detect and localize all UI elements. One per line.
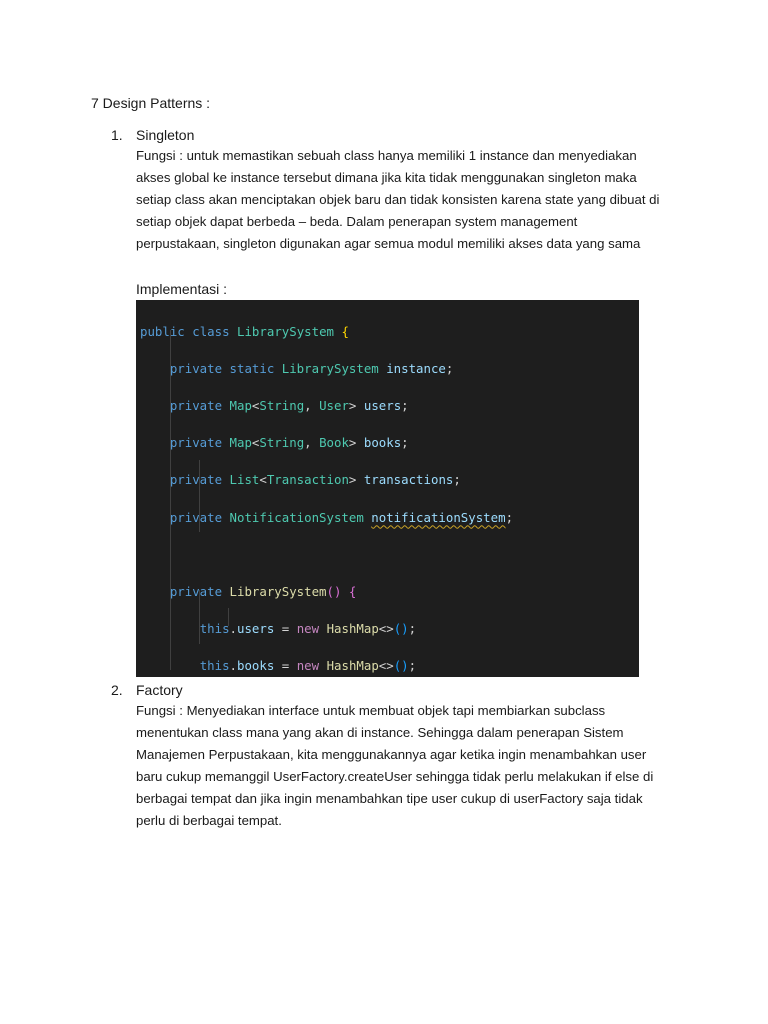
code-line bbox=[140, 546, 639, 565]
description-line: perpustakaan, singleton digunakan agar semua modul memiliki akses data yang sama bbox=[136, 236, 641, 251]
code-lines bbox=[140, 304, 639, 677]
page-heading: 7 Design Patterns : bbox=[91, 95, 211, 111]
code-line: private Map<String, Book> books; bbox=[169, 435, 409, 451]
description-line: menentukan class mana yang akan di instance. Sehingga dalam penerapan Sistem bbox=[136, 725, 624, 740]
item-description bbox=[136, 700, 691, 832]
list-number: 1. bbox=[111, 127, 123, 143]
item-title: Factory bbox=[136, 682, 183, 698]
list-item-body bbox=[136, 681, 691, 832]
code-line: this.books = new HashMap<>(); bbox=[199, 658, 417, 674]
description-line: Manajemen Perpustakaan, kita menggunakannya agar ketika ingin menambahkan user bbox=[136, 747, 647, 762]
item-title: Singleton bbox=[136, 127, 195, 143]
code-line: private List<Transaction> transactions; bbox=[169, 472, 461, 488]
description-line: setiap objek dapat berbeda – beda. Dalam penerapan system management bbox=[136, 214, 578, 229]
item-description bbox=[136, 145, 691, 255]
code-line: public class LibrarySystem { bbox=[140, 323, 349, 339]
implementation-label: Implementasi : bbox=[136, 281, 228, 297]
code-line: this.users = new HashMap<>(); bbox=[199, 621, 417, 637]
code-line: private NotificationSystem notificationSystem; bbox=[169, 509, 514, 525]
description-line: Fungsi : Menyediakan interface untuk membuat objek tapi membiarkan subclass bbox=[136, 703, 606, 718]
code-line: private static LibrarySystem instance; bbox=[169, 360, 454, 376]
description-line: Fungsi : untuk memastikan sebuah class hanya memiliki 1 instance dan menyediakan bbox=[136, 148, 637, 163]
code-snippet bbox=[136, 300, 639, 677]
description-line: perlu di berbagai tempat. bbox=[136, 813, 282, 828]
description-line: akses global ke instance tersebut dimana jika kita tidak menggunakan singleton maka bbox=[136, 170, 637, 185]
description-line: berbagai tempat dan jika ingin menambahkan tipe user cukup di userFactory saja tidak bbox=[136, 791, 643, 806]
code-line: private Map<String, User> users; bbox=[169, 397, 409, 413]
description-line: setiap class akan menciptakan objek baru dan tidak konsisten karena state yang dibuat di bbox=[136, 192, 660, 207]
list-number: 2. bbox=[111, 682, 123, 698]
description-line: baru cukup memanggil UserFactory.createUser sehingga tidak perlu melakukan if else di bbox=[136, 769, 654, 784]
code-line: private LibrarySystem() { bbox=[169, 583, 357, 599]
list-item-body bbox=[136, 126, 691, 298]
